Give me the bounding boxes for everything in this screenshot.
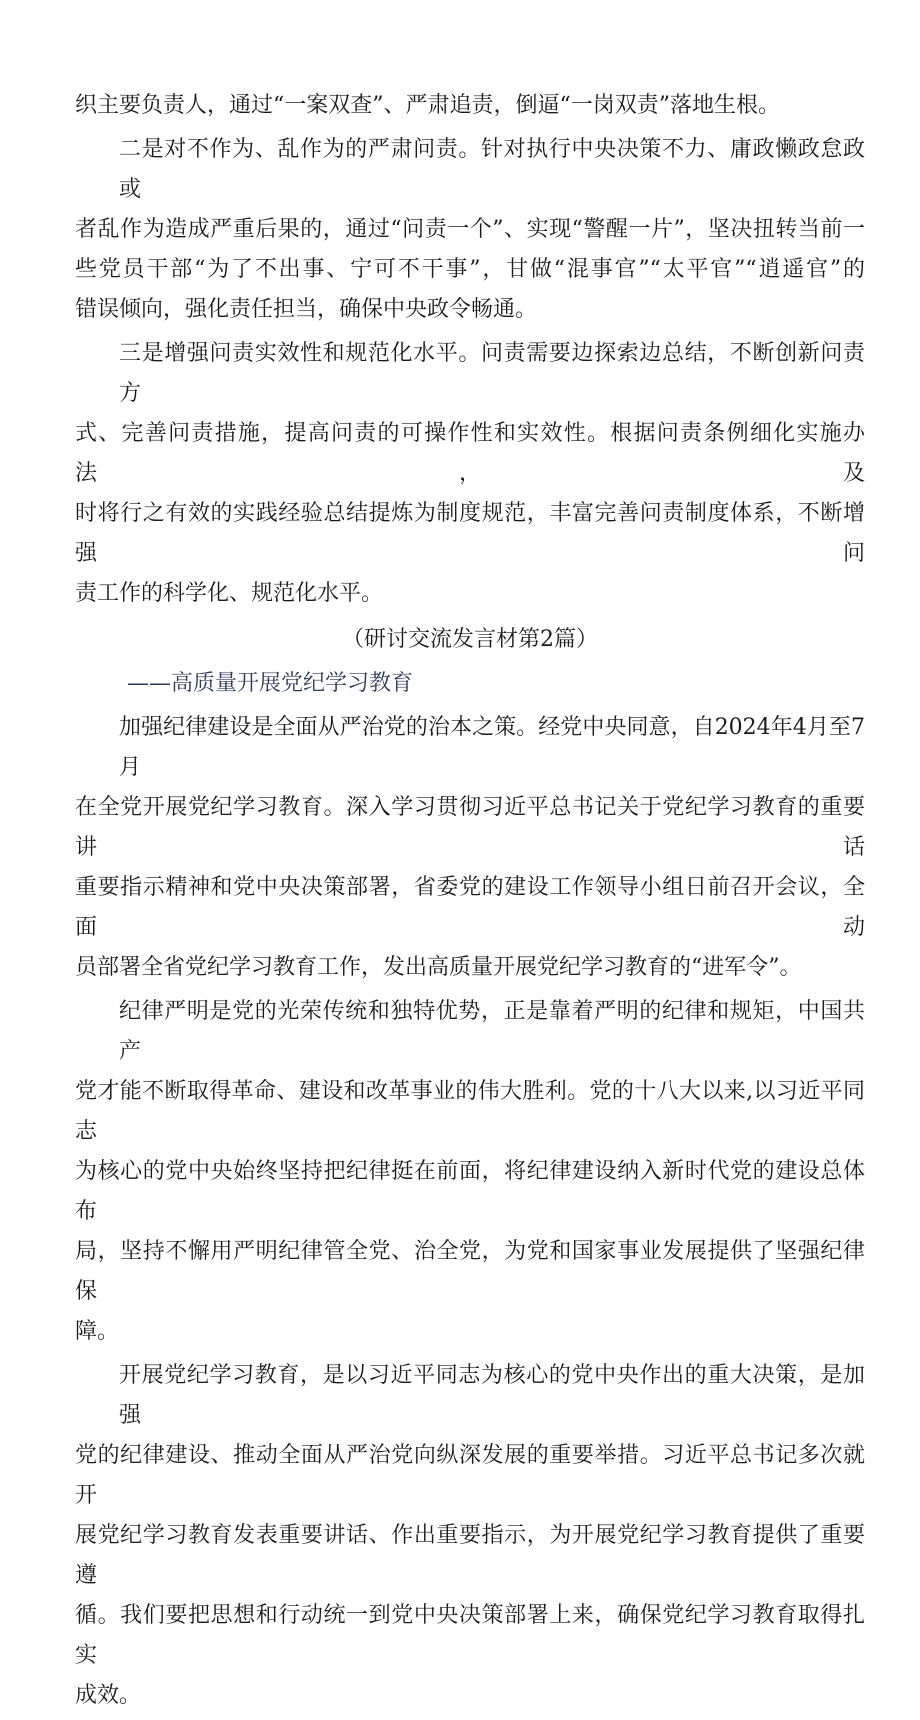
paragraph-4 (75, 708, 865, 988)
subtitle: ——高质量开展党纪学习教育 (127, 671, 414, 696)
paragraph-line: 成效。 (75, 1683, 142, 1708)
paragraph-2 (75, 130, 865, 330)
paragraph-line: 党才能不断取得革命、建设和改革事业的伟大胜利。党的十八大以来,以习近平同志 (75, 1079, 865, 1144)
paragraph-line: 在全党开展党纪学习教育。深入学习贯彻习近平总书记关于党纪学习教育的重要讲话 (75, 795, 865, 860)
paragraph-line: 展党纪学习教育发表重要讲话、作出重要指示，为开展党纪学习教育提供了重要遵 (75, 1523, 865, 1588)
paragraph-5 (75, 992, 865, 1352)
paragraph-line: 重要指示精神和党中央决策部署，省委党的建设工作领导小组日前召开会议，全面动 (75, 875, 865, 940)
paragraph-line: 开展党纪学习教育，是以习近平同志为核心的党中央作出的重大决策，是加强 (119, 1363, 865, 1428)
paragraph-line: 些党员干部“为了不出事、宁可不干事”，甘做“混事官”“太平官”“逍遥官”的 (75, 257, 865, 282)
paragraph-line: 循。我们要把思想和行动统一到党中央决策部署上来，确保党纪学习教育取得扎实 (75, 1603, 865, 1668)
paragraph-line: 为核心的党中央始终坚持把纪律挺在前面，将纪律建设纳入新时代党的建设总体布 (75, 1159, 865, 1224)
paragraph-line: 责工作的科学化、规范化水平。 (75, 581, 384, 606)
paragraph-line: 二是对不作为、乱作为的严肃问责。针对执行中央决策不力、庸政懒政怠政或 (119, 137, 865, 202)
paragraph-line: 者乱作为造成严重后果的，通过“问责一个”、实现“警醒一片”，坚决扭转当前一 (75, 217, 865, 242)
document-page (75, 86, 865, 1720)
paragraph-line: 局，坚持不懈用严明纪律管全党、治全党，为党和国家事业发展提供了坚强纪律保 (75, 1239, 865, 1304)
paragraph-line: 三是增强问责实效性和规范化水平。问责需要边探索边总结，不断创新问责方 (119, 341, 865, 406)
paragraph-line: 员部署全省党纪学习教育工作，发出高质量开展党纪学习教育的“进军令”。 (75, 955, 802, 980)
paragraph-6 (75, 1356, 865, 1716)
paragraph-line: 时将行之有效的实践经验总结提炼为制度规范，丰富完善问责制度体系，不断增强问 (75, 501, 865, 566)
paragraph-line: 加强纪律建设是全面从严治党的治本之策。经党中央同意，自2024年4月至7月 (119, 715, 865, 780)
paragraph-line: 障。 (75, 1319, 120, 1344)
paragraph-3 (75, 334, 865, 614)
section-heading: （研讨交流发言材第2篇） (342, 627, 598, 652)
paragraph-line: 纪律严明是党的光荣传统和独特优势，正是靠着严明的纪律和规矩，中国共产 (119, 999, 865, 1064)
paragraph-line: 错误倾向，强化责任担当，确保中央政令畅通。 (75, 297, 538, 322)
paragraph-line: 党的纪律建设、推动全面从严治党向纵深发展的重要举措。习近平总书记多次就开 (75, 1443, 865, 1508)
paragraph-line: 织主要负责人，通过“一案双查”、严肃追责，倒逼“一岗双责”落地生根。 (75, 93, 780, 118)
paragraph-line: 式、完善问责措施，提高问责的可操作性和实效性。根据问责条例细化实施办法，及 (75, 421, 865, 486)
paragraph-1 (75, 86, 865, 126)
